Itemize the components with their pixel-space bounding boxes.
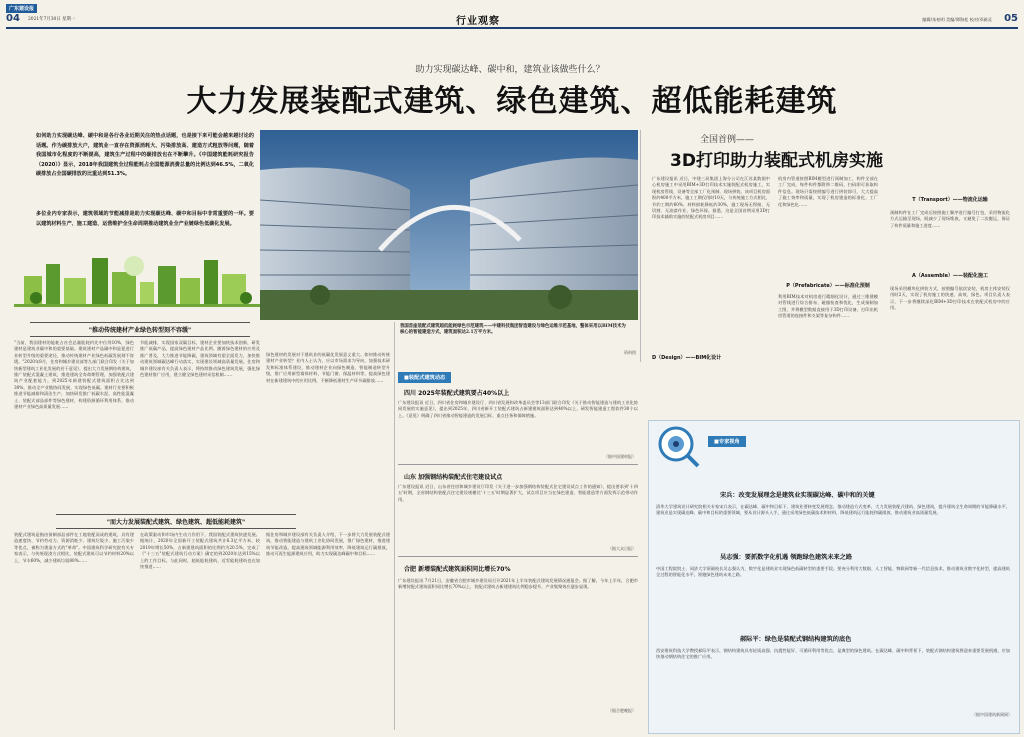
news-item-2-headline: 山东 加强钢结构装配式住宅建设试点 — [404, 474, 503, 481]
box1-column-3: 绿色建材的发展对于建筑业的低碳化发展意义重大。如何推动传统建材产业转型？业内人士认为，应以市场需求为导向，加强技术研发和标准体系建设，推动建材企业向绿色制造、智能制造转型升级，推广应用新型墙体材料、节能门窗、保温材料等，提高绿色建材在新建建筑中的应用比例，不断降低建材生产环节碳排放…… — [266, 352, 390, 383]
lead-paragraph-2: 多位业内专家表示，建筑领域的节能减排是助力实现碳达峰、碳中和目标中非常重要的一环。要以建筑材料生产、施工建造、运营维护全生命周期推动建筑业全产业链绿色低碳化发展。 — [36, 211, 254, 227]
box2-column-3: 据住房和城乡建设部有关负责人介绍，下一步将大力发展装配式建筑，推动智能建造与建筑工业化协同发展，推广绿色建材，推进建筑节能改造，提高建筑领域能源利用效率，降低建筑运行碳排放，推动可再生能源建筑应用，助力实现碳达峰碳中和目标…… — [266, 532, 390, 557]
news-item-2-credit: （据大众日报） — [608, 546, 636, 551]
newspaper-logo: 广东建设报 — [6, 4, 37, 13]
lead-paragraph-1: 如何助力实现碳达峰、碳中和是各行各业近期关注的热点话题，也是接下来可能会越来越讨论的话题。作为碳排放大户，建筑业一直存在资源消耗大、污染排放高、建造方式粗放等问题，随着我国城市化程度的不断提高，建筑生产过程中的碳排放也在不断攀升。《中国建筑能耗研究报告（2020）》显示，2018年我国建筑全过程能耗占全国能源消费总量的比例达到46.5%，二氧化碳排放占全国碳排放的比重达到51.3%。 — [36, 133, 254, 178]
masthead — [6, 4, 1018, 27]
right-article-col-1: 广东建设报讯 近日，中建三局集团上海分公司在江苏某数据中心机房施工中采用BIM+3D打印技术实施装配式机房施工，实现机房管线、设备等全部工厂化预制、现场拼装。该项目机房面积约400平方米，施工工期仅用时10天，与传统施工方式相比，节约工期约60%，材料损耗降低约30%，施工现场无焊接、无切割、无油漆作业，绿色环保。据悉，这是全国首例采用3D打印技术辅助实施的装配式机房项目…… — [652, 176, 770, 220]
subhead-design: D（Design）——BIM化设计 — [652, 355, 722, 361]
news-item-3-credit: （据合肥晚报） — [608, 708, 636, 713]
green-city-illustration — [14, 248, 260, 312]
page-number-left: 04 — [6, 13, 20, 24]
commentary-tag: ■专家视角 — [708, 436, 746, 447]
news-item-3-headline: 合肥 新增装配式建筑面积同比增长70% — [404, 566, 511, 573]
box2-column-2: 在政策驱动和市场内生动力作用下，我国装配式建筑快速发展。据统计，2020年全国新开工装配式建筑共计6.3亿平方米，较2019年增长50%，占新建建筑面积的比例约为20.5%，完成了《"十三五"装配式建筑行动方案》确定的到2020年达到15%以上的工作目标。与此同时，超低能耗建筑、近零能耗建筑也在加快推进…… — [140, 532, 260, 570]
news-divider-1 — [398, 464, 638, 465]
section-title: 行业观察 — [456, 16, 500, 27]
right-article-col-2: 机房内管道按照BIM模型进行预制加工，构件全部在工厂完成，每件构件都附带二维码，扫码即可获取构件信息。现场只需按照编号进行拼装即可，大大提高了施工效率和质量，实现了机房建造的标准化、工厂化和绿色化…… — [778, 176, 878, 207]
commentary-2-body: 中国工程院院士、同济大学原副校长吴志强认为，数字化是建筑业实现绿色低碳转型的重要手段。要充分利用大数据、人工智能、物联网等新一代信息技术，推动建筑业数字化转型，提高建筑全过程的智能化水平，领跑绿色建筑未来之路。 — [656, 566, 1010, 578]
commentary-1-body: 清华大学建筑设计研究院相关专家宋兵表示，在碳达峰、碳中和目标下，建筑业要转变发展理念，推动建造方式变革，大力发展装配式建筑、绿色建筑，提升建筑全生命周期的节能降碳水平。建筑业是实现碳达峰、碳中和目标的重要领域，要从设计源头入手，通过采用绿色低碳技术和材料，降低建筑运行能耗和碳排放，推动建筑业高质量发展。 — [656, 504, 1010, 516]
eye-magnifier-icon — [656, 424, 700, 468]
right-article-col-5: 现场采用模块化拼装方式，按照编号依次安装，机房主体安装仅用时2天，实现了机房施工的快速、高效、绿色。项目负责人表示，下一步将继续深化BIM+3D打印技术在装配式机房中的应用。 — [890, 286, 1010, 311]
news-strip-label: ■装配式建筑动态 — [398, 372, 451, 383]
right-article-kicker: 全国首例—— — [700, 135, 755, 145]
box1-column-2: 节能减排，实现国家双碳目标，建材企业要加快技术创新，研发推广低碳产品，提高绿色建材产品比例。随着绿色建材的应用及推广普及，大力推进节能降碳，建筑领域有望全面发力，加快推动建筑领域碳达峰行动落实，实现建设领域高质量发展。住房和城乡建设部有关负责人表示，将持续推动绿色建筑发展，强化绿色建材推广应用，建立健全绿色建材采信机制…… — [140, 340, 260, 378]
photo-credit: 资料图 — [624, 350, 636, 355]
commentary-credit: （据中国建筑新闻网） — [972, 712, 1012, 717]
subhead-assemble: A（Assemble）——装配化施工 — [912, 273, 988, 279]
photo-caption: 我国首座装配式建筑超低能耗绿色示范建筑——中建科技集团智造建设与绿色运维示范基地，整体采用以BIM技术为核心的智能建造方式，建筑面积达2.1万平方米。 — [400, 324, 626, 336]
right-article-col-4: 预制构件在工厂完成后按照施工顺序进行编号打包，采用物流化方式运输至现场，既减少了现场堆放，又避免了二次搬运，保证了构件质量和施工进度…… — [890, 210, 1010, 228]
subhead-transport: T（Transport）——物流化运输 — [912, 197, 988, 203]
headline-kicker: 助力实现碳达峰、碳中和，建筑业该做些什么？ — [415, 65, 605, 75]
news-item-1-credit: （据中国建材报） — [604, 454, 636, 459]
box2-title: "而大力发展装配式建筑、绿色建筑、超低能耗建筑" — [56, 514, 296, 529]
box1-title: "推动传统建材产业绿色转型刻不容缓" — [30, 322, 250, 337]
box2-column-1: 装配式建筑是指由预制部品部件在工地装配而成的建筑，具有建造速度快、节约劳动力、资源消耗少、建筑垃圾少、施工污染少等优点，被称为建造方式的"革命"。中国建筑科学研究院有关专家表示，与传统现浇方式相比，装配式建筑可以节约材料20%以上，节水60%，减少建筑垃圾80%…… — [14, 532, 134, 563]
news-item-2-body: 广东建设报讯 近日，山东省住房和城乡建设厅印发《关于进一步加强钢结构装配式住宅建设试点工作的通知》，提出要求到'十四五'时期，全省钢结构装配式住宅建设规模比'十三五'时期显著扩大，试点项目应当在绿色建造、智能建造等方面发挥示范带动作用。 — [398, 484, 638, 502]
feature-photo — [260, 130, 638, 320]
page-number-right: 05 — [1004, 13, 1018, 24]
commentary-2-title: 吴志强：要抓数字化机遇 领跑绿色建筑未来之路 — [720, 554, 853, 561]
commentary-3-body: 西安建筑科技大学教授郝际平表示，钢结构建筑具有轻质高强、抗震性能好、可循环利用等优点，是典型的绿色建筑。在碳达峰、碳中和背景下，装配式钢结构建筑将迎来重要发展机遇，应加快推动钢结构住宅的推广应用。 — [656, 648, 1010, 660]
issue-date: 2021年7月30日 星期一 — [28, 17, 76, 22]
column-divider-right — [640, 130, 641, 362]
editor-credits: 编辑/朱柏明 美编/谭海松 校对/邓新灵 — [922, 17, 992, 22]
right-article-col-3: 利用BIM技术对机房进行精细化设计，通过三维建模对管线进行综合排布、碰撞检查和优化，生成预制加工图，并将模型数据直接用于3D打印设备，打印出机房管道的连接件和支架等复杂构件…… — [778, 294, 878, 319]
subhead-prefabricate: P（Prefabricate）——标准化预制 — [786, 283, 870, 289]
news-item-1-headline: 四川 2025年装配式建筑要占40%以上 — [404, 390, 510, 397]
box1-column-1: "当前，我国建材的能耗占社会总量能耗约比中位列10%，绿色建材是建筑业碳中和的重要基础。建筑建材产品碳中和是促进行业转型升级的重要途径，推动传统建材产业绿色低碳发展刻不容缓。"2020年8月，住房和城乡建设部等九部门联合印发《关于加快新型建筑工业化发展的若干意见》，提出大力发展钢结构建筑，推广装配式混凝土建筑，推进建筑全寿命期管理，加强装配式建筑产业配套能力，到2025年新建装配式建筑面积占比达到30%，推动全产业链协同发展，实现绿色低碳。建材行业要积极推进节能减排和清洁生产，加快研发推广低碳水泥、高性能混凝土、装配式部品部件等绿色建材，构建资源循环利用体系，推动建材产业绿色高质量发展…… — [14, 340, 134, 410]
news-item-1-body: 广东建设报讯 近日，四川省住房和城乡建设厅、四川省发展和改革委员会等13部门联合印发《关于推动智能建造与建筑工业化协同发展的实施意见》，提出到2025年，四川省新开工装配式建筑占新建建筑面积达到40%以上，研发智能建造工程软件30个以上。《意见》明确了四川省推动智能建造的发展目标、重点任务和保障措施。 — [398, 400, 638, 418]
commentary-1-title: 宋兵：改变发展理念是建筑业实现碳达峰、碳中和的关键 — [720, 492, 875, 499]
main-headline: 大力发展装配式建筑、绿色建筑、超低能耗建筑 — [186, 84, 838, 119]
column-divider — [394, 322, 395, 730]
header-rule — [6, 27, 1018, 29]
news-item-3-body: 广东建设报讯 7月21日，安徽省合肥市城乡建设局召开2021年上半年装配式建筑发展情况通报会。据了解，今年上半年，合肥市新增装配式建筑面积同比增长70%以上，装配式建筑占新建建筑比例稳步提升，产业集聚效应逐步显现。 — [398, 578, 638, 590]
news-divider-2 — [398, 556, 638, 557]
right-article-title: 3D打印助力装配式机房实施 — [670, 151, 883, 171]
commentary-3-title: 郝际平：绿色是装配式钢结构建筑的底色 — [740, 636, 852, 643]
